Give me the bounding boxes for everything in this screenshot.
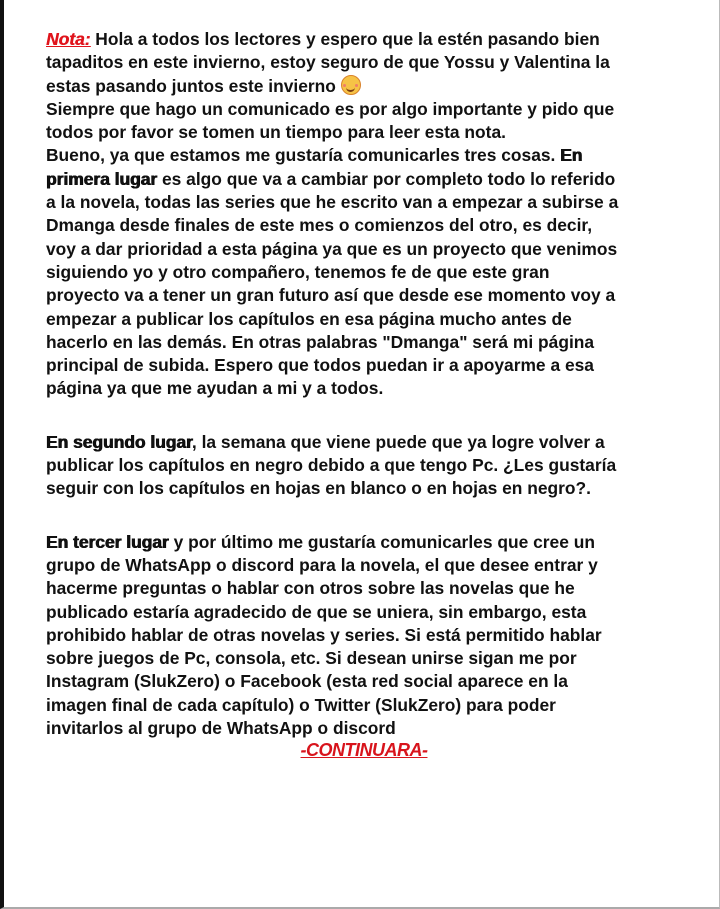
text-line	[46, 577, 716, 600]
text-segment: imagen final de cada capítulo) o Twitter (SlukZero) para poder	[46, 694, 556, 715]
text-segment: hacerme preguntas o hablar con otros sobre las novelas que he	[46, 578, 575, 599]
text-segment: Siempre que hago un comunicado es por algo importante y pido que	[46, 98, 615, 119]
text-segment: invitarlos al grupo de WhatsApp o discord	[46, 718, 396, 739]
text-line	[46, 647, 716, 670]
text-segment: publicado estaría agradecido de que se uniera, sin embargo, esta	[46, 601, 587, 622]
text-segment: principal de subida. Espero que todos puedan ir a apoyarme a esa	[46, 355, 594, 376]
text-line	[46, 694, 716, 717]
bold-text: En segundo lugar	[46, 431, 192, 452]
text-line	[46, 51, 716, 74]
text-line	[46, 75, 716, 98]
text-segment: seguir con los capítulos en hojas en blanco o en hojas en negro?.	[46, 478, 592, 499]
text-line	[46, 261, 716, 284]
text-line	[46, 601, 716, 624]
bold-text: En tercer lugar	[46, 531, 169, 552]
text-line	[46, 191, 716, 214]
text-segment: estas pasando juntos este invierno	[46, 75, 336, 96]
bold-text: primera lugar	[46, 168, 158, 189]
text-segment: grupo de WhatsApp o discord para la novela, el que desee entrar y	[46, 554, 598, 575]
text-segment: Instagram (SlukZero) o Facebook (esta red social aparece en la	[46, 671, 568, 692]
note-body	[46, 28, 716, 740]
text-segment: hacerlo en las demás. En otras palabras "Dmanga" será mi página	[46, 331, 595, 352]
text-segment: , la semana que viene puede que ya logre volver a	[191, 431, 605, 452]
text-line	[46, 554, 716, 577]
text-segment: tapaditos en este invierno, estoy seguro de que Yossu y Valentina la	[46, 52, 610, 73]
text-segment: Hola a todos los lectores y espero que la estén pasando bien	[90, 29, 600, 49]
note-label: Nota:	[46, 29, 91, 49]
text-line	[46, 377, 716, 400]
text-segment: voy a dar prioridad a esta página ya que es un proyecto que venimos	[46, 238, 618, 259]
text-line	[46, 454, 716, 477]
text-segment: a la novela, todas las series que he escrito van a empezar a subirse a	[46, 192, 619, 213]
text-segment: siguiendo yo y otro compañero, tenemos fe de que este gran	[46, 261, 550, 282]
text-segment: proyecto va a tener un gran futuro así que desde ese momento voy a	[46, 285, 616, 306]
text-line	[46, 624, 716, 647]
text-line	[46, 121, 716, 144]
text-line	[46, 717, 716, 740]
text-line	[46, 238, 716, 261]
text-segment: todos por favor se tomen un tiempo para leer esta nota.	[46, 122, 506, 143]
text-line	[46, 28, 716, 51]
text-line	[46, 354, 716, 377]
text-line	[46, 477, 716, 500]
text-line	[46, 670, 716, 693]
text-segment: Dmanga desde finales de este mes o comienzos del otro, es decir,	[46, 215, 593, 236]
text-line	[46, 98, 716, 121]
text-line	[46, 308, 716, 331]
smiling-face-emoji-icon	[341, 75, 361, 95]
text-segment: Bueno, ya que estamos me gustaría comunicarles tres cosas.	[46, 145, 561, 166]
paragraph-gap	[46, 401, 716, 431]
text-segment: es algo que va a cambiar por completo todo lo referido	[157, 168, 616, 189]
text-line	[46, 431, 716, 454]
text-line	[46, 531, 716, 554]
bold-text: En	[560, 145, 583, 166]
continuara-label: -CONTINUARA-	[300, 740, 428, 760]
text-segment: prohibido hablar de otras novelas y series. Si está permitido hablar	[46, 624, 602, 645]
text-segment: empezar a publicar los capítulos en esa página mucho antes de	[46, 308, 572, 329]
text-segment: sobre juegos de Pc, consola, etc. Si desean unirse sigan me por	[46, 648, 577, 669]
text-line	[46, 144, 716, 167]
paragraph-gap	[46, 501, 716, 531]
text-segment: y por último me gustaría comunicarles que cree un	[168, 531, 595, 552]
text-segment: publicar los capítulos en negro debido a que tengo Pc. ¿Les gustaría	[46, 455, 617, 476]
text-line	[46, 214, 716, 237]
text-line	[46, 331, 716, 354]
text-line	[46, 284, 716, 307]
text-line	[46, 168, 716, 191]
text-segment: página ya que me ayudan a mi y a todos.	[46, 378, 384, 399]
